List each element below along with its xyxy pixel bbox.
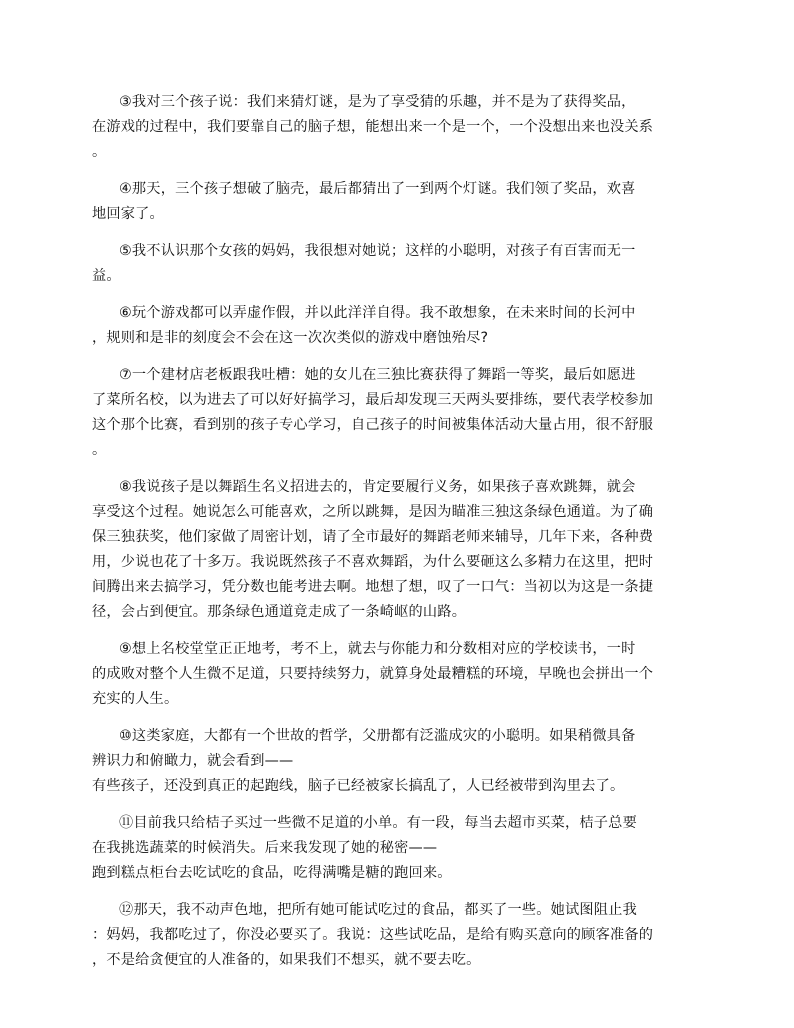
text-line: ⑧我说孩子是以舞蹈生名义招进去的，肯定要履行义务，如果孩子喜欢跳舞，就会 [119,479,636,495]
paragraph-4 [92,177,702,227]
paragraph-3 [92,90,702,165]
text-line: ⑫那天，我不动声色地，把所有她可能试吃过的食品，都买了一些。她试图阻止我 [119,902,637,918]
text-line: ，不是给贪便宜的人准备的，如果我们不想买，就不要去吃。 [92,952,481,968]
text-line: ：妈妈，我都吃过了，你没必要买了。我说：这些试吃品，是给有购买意向的顾客准备的 [92,927,654,943]
text-line: 间腾出来去搞学习，凭分数也能考进去啊。地想了想，叹了一口气：当初以为这是一条捷 [92,579,654,595]
text-line: 充实的人生。 [92,691,179,707]
text-line: 在游戏的过程中，我们要靠自己的脑子想，能想出来一个是一个，一个没想出来也没关系 [92,119,654,135]
paragraph-8 [92,475,702,625]
paragraph-5 [92,239,702,289]
paragraph-9 [92,637,702,712]
text-line: 。 [92,144,107,160]
text-line: ⑥玩个游戏都可以弄虚作假，并以此洋洋自得。我不敢想象，在未来时间的长河中 [119,305,636,321]
text-line: ⑨想上名校堂堂正正地考，考不上，就去与你能力和分数相对应的学校读书，一时 [119,641,636,657]
text-line: 地回家了。 [92,206,164,222]
text-line: 的成败对整个人生微不足道，只要持续努力，就算身处最糟糕的环境，早晚也会拼出一个 [92,666,654,682]
text-line: 用，少说也花了十多万。我说既然孩子不喜欢舞蹈，为什么要砸这么多精力在这里，把时 [92,554,654,570]
text-line: ⑦一个建材店老板跟我吐槽：她的女儿在三独比赛获得了舞蹈一等奖，最后如愿进 [119,367,636,383]
document-body [92,90,702,985]
text-line: 了菜所名校，以为进去了可以好好搞学习，最后却发现三天两头要排练，要代表学校参加 [92,392,654,408]
text-line: 跑到糕点柜台去吃试吃的食品，吃得满嘴是糖的跑回来。 [92,865,452,881]
text-line: 享受这个过程。她说怎么可能喜欢，之所以跳舞，是因为瞄准三独这条绿色通道。为了确 [92,504,654,520]
text-line: 保三独获奖，他们家做了周密计划，请了全市最好的舞蹈老师来辅导，几年下来，各种费 [92,529,654,545]
paragraph-6 [92,301,702,351]
text-line: 在我挑选蔬菜的时候消失。后来我发现了她的秘密—— [92,840,438,856]
paragraph-11 [92,811,702,886]
text-line: 益。 [92,268,121,284]
text-line: 这个那个比赛，看到别的孩子专心学习，自己孩子的时间被集体活动大量占用，很不舒服 [92,417,654,433]
text-line: ⑤我不认识那个女孩的妈妈，我很想对她说；这样的小聪明，对孩子有百害而无一 [119,243,636,259]
text-line: 。 [92,442,107,458]
paragraph-7 [92,363,702,463]
text-line: 辨识力和俯瞰力，就会看到—— [92,753,294,769]
text-line: ，规则和是非的刻度会不会在这一次次类似的游戏中磨蚀殆尽? [92,330,489,346]
text-line: 径，会占到便宜。那条绿色通道竟走成了一条崎岖的山路。 [92,604,467,620]
text-line: ③我对三个孩子说：我们来猜灯谜，是为了享受猜的乐趣，并不是为了获得奖品， [119,94,636,110]
text-line: ⑩这类家庭，大都有一个世故的哲学，父册都有泛滥成灾的小聪明。如果稍微具备 [119,728,636,744]
text-line: ⑪目前我只给桔子买过一些微不足道的小单。有一段，每当去超市买菜，桔子总要 [119,815,637,831]
text-line: 有些孩子，还没到真正的起跑线，脑子已经被家长搞乱了，人已经被带到沟里去了。 [92,778,625,794]
text-line: ④那天，三个孩子想破了脑壳，最后都猜出了一到两个灯谜。我们领了奖品，欢喜 [119,181,636,197]
paragraph-12 [92,898,702,973]
paragraph-10 [92,724,702,799]
